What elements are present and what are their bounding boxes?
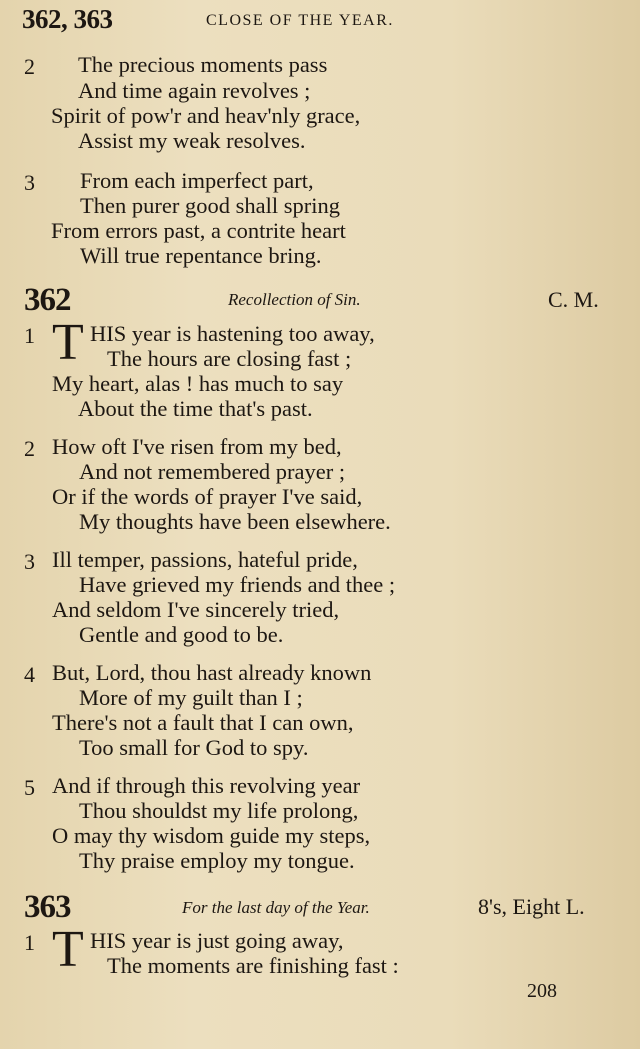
drop-cap: T [52,921,84,978]
hymn-number: 363 [24,889,71,925]
header-hymn-numbers: 362, 363 [22,4,113,34]
verse-line: Have grieved my friends and thee ; [79,572,396,597]
verse-line: Then purer good shall spring [80,193,340,218]
verse-line: The hours are closing fast ; [107,346,352,371]
verse-line: Too small for God to spy. [79,735,309,760]
verse-line: Spirit of pow'r and heav'nly grace, [51,103,361,128]
verse-line: O may thy wisdom guide my steps, [52,823,371,848]
verse-line: More of my guilt than I ; [79,685,303,710]
hymn-number: 362 [24,282,71,318]
verse-line: About the time that's past. [78,396,313,421]
verse-line: HIS year is just going away, [90,928,344,953]
verse-line: Thou shouldst my life prolong, [79,798,359,823]
verse-line: And if through this revolving year [52,773,361,798]
verse-line: And seldom I've sincerely tried, [52,597,340,622]
page-number: 208 [527,980,557,1002]
verse-line: Will true repentance bring. [80,243,322,268]
verse-line: Thy praise employ my tongue. [79,848,355,873]
verse-line: Assist my weak resolves. [78,128,306,153]
verse-number: 2 [24,54,35,79]
verse-number: 2 [24,436,35,461]
verse-line: The precious moments pass [78,52,328,77]
verse-line: There's not a fault that I can own, [52,710,354,735]
verse-line: And not remembered prayer ; [79,459,346,484]
verse-line: My heart, alas ! has much to say [52,371,344,396]
verse-number: 1 [24,323,35,348]
verse-line: Or if the words of prayer I've said, [52,484,363,509]
verse-line: From errors past, a contrite heart [51,218,346,243]
drop-cap: T [52,314,84,371]
verse-line: Gentle and good to be. [79,622,284,647]
verse-line: And time again revolves ; [78,78,311,103]
hymn-title: For the last day of the Year. [182,898,370,917]
page-header [22,4,622,38]
verse-number: 4 [24,662,35,687]
verse-line: My thoughts have been elsewhere. [79,509,391,534]
hymn-meter: 8's, Eight L. [478,894,585,919]
verse-number: 5 [24,775,35,800]
verse-line: But, Lord, thou hast already known [52,660,372,685]
verse-number: 3 [24,170,35,195]
verse-line: HIS year is hastening too away, [90,321,375,346]
verse-line: The moments are finishing fast : [107,953,399,978]
verse-line: Ill temper, passions, hateful pride, [52,547,358,572]
verse-line: How oft I've risen from my bed, [52,434,342,459]
verse-number: 3 [24,549,35,574]
hymn-meter: C. M. [548,287,599,312]
verse-number: 1 [24,930,35,955]
running-title: CLOSE OF THE YEAR. [206,12,394,29]
verse-line: From each imperfect part, [80,168,314,193]
hymn-title: Recollection of Sin. [228,290,361,309]
